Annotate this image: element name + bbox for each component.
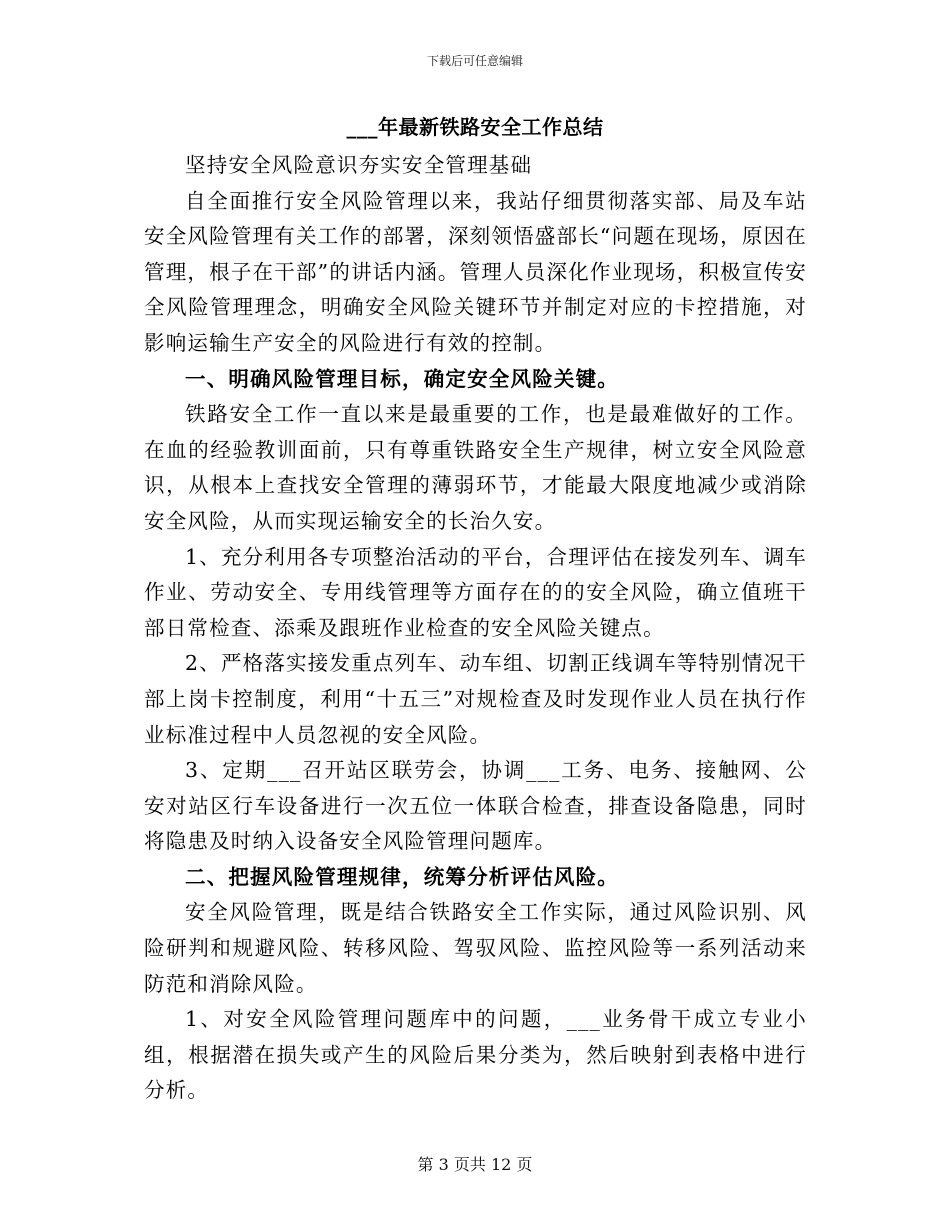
paragraph-item-2: 2、严格落实接发重点列车、动车组、切割正线调车等特别情况干部上岗卡控制度，利用“十五三”对规检查及时发现作业人员在执行作业标准过程中人员忽视的安全风险。: [144, 651, 807, 747]
section-heading-1: 一、明确风险管理目标，确定安全风险关键。: [185, 366, 619, 391]
document-title: ___年最新铁路安全工作总结: [346, 115, 604, 139]
paragraph-subtitle: 坚持安全风险意识夯实安全管理基础: [185, 153, 533, 177]
section-heading-2: 二、把握风险管理规律，统筹分析评估风险。: [185, 864, 619, 889]
header-note: 下载后可任意编辑: [426, 54, 523, 68]
paragraph-section-2-item-1: 1、对安全风险管理问题库中的问题，___业务骨干成立专业小组，根据潜在损失或产生的风险后果分类为，然后映射到表格中进行分析。: [144, 1007, 807, 1103]
paragraph-item-1: 1、充分利用各专项整治活动的平台，合理评估在接发列车、调车作业、劳动安全、专用线管理等方面存在的的安全风险，确立值班干部日常检查、添乘及跟班作业检查的安全风险关键点。: [144, 544, 807, 640]
document-body: [144, 148, 807, 1109]
page-number: 第 3 页共 12 页: [417, 1155, 533, 1174]
paragraph-section-1-body: 铁路安全工作一直以来是最重要的工作，也是最难做好的工作。在血的经验教训面前，只有尊重铁路安全生产规律，树立安全风险意识，从根本上查找安全管理的薄弱环节，才能最大限度地减少或消除安全风险，从而实现运输安全的长治久安。: [144, 402, 807, 533]
paragraph-intro: 自全面推行安全风险管理以来，我站仔细贯彻落实部、局及车站安全风险管理有关工作的部署，深刻领悟盛部长“问题在现场，原因在管理，根子在干部”的讲话内涵。管理人员深化作业现场，积极宣传安全风险管理理念，明确安全风险关键环节并制定对应的卡控措施，对影响运输生产安全的风险进行有效的控制。: [144, 188, 807, 355]
paragraph-item-3: 3、定期___召开站区联劳会，协调___工务、电务、接触网、公安对站区行车设备进行一次五位一体联合检查，排查设备隐患，同时将隐患及时纳入设备安全风险管理问题库。: [144, 758, 807, 854]
paragraph-section-2-body: 安全风险管理，既是结合铁路安全工作实际，通过风险识别、风险研判和规避风险、转移风险、驾驭风险、监控风险等一系列活动来防范和消除风险。: [144, 900, 807, 996]
